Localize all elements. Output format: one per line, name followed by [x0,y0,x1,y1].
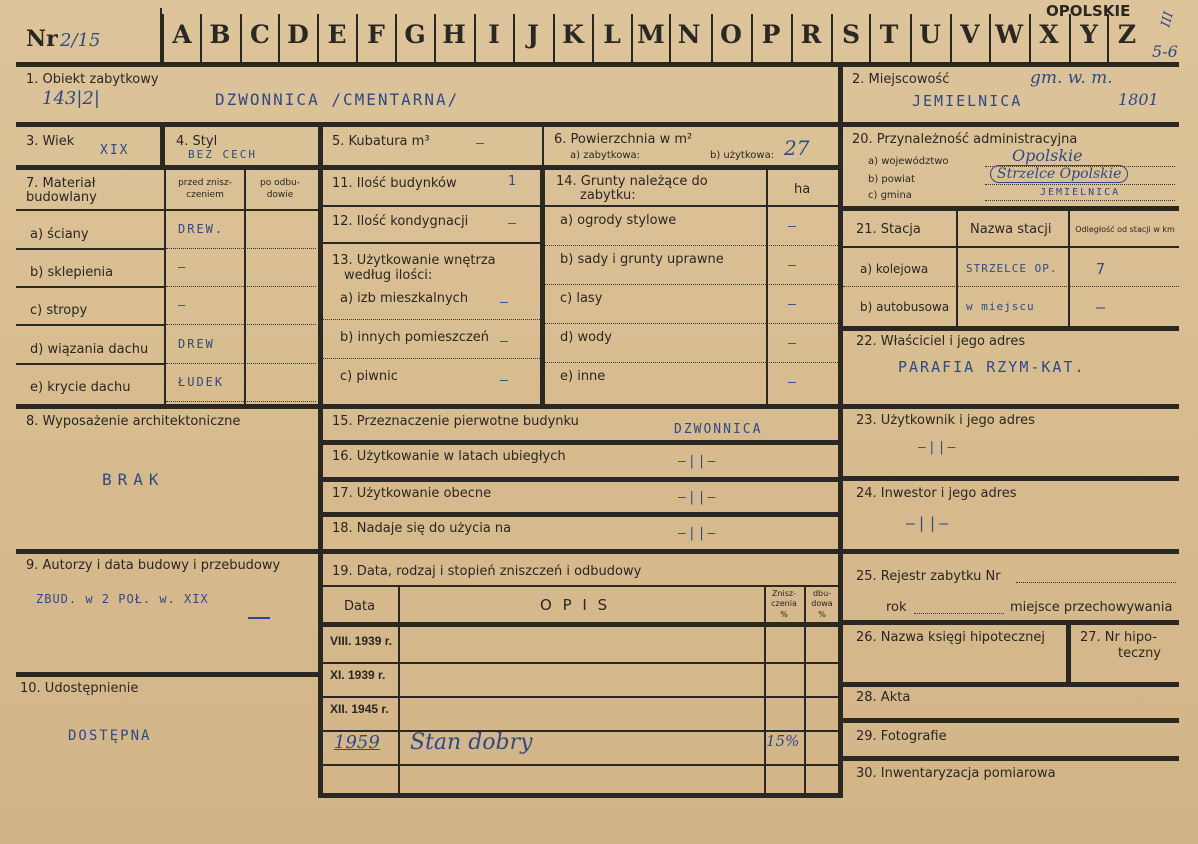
f3-label: 3. Wiek [26,134,75,149]
f21-col-name: Nazwa stacji [970,222,1052,237]
index-letter-Z: Z [1117,20,1137,49]
f4-label: 4. Styl [176,134,218,149]
f19-row-date: XI. 1939 r. [330,668,386,682]
rule-line [631,14,633,62]
f2-label: 2. Miejscowość [852,72,950,87]
rule-line [545,245,838,246]
rule-line [751,14,753,62]
f13-row-value: — [500,334,510,349]
index-letter-P: P [761,20,781,49]
f2-value: JEMIELNICA [912,92,1023,110]
f15-value: DZWONNICA [674,422,763,437]
side-roman: III [1158,10,1177,29]
rule-line [950,14,952,62]
f11-value: 1 [508,174,518,189]
rule-line [869,14,871,62]
rule-line [16,363,166,365]
index-letter-U: U [919,20,941,49]
rule-line [323,319,540,320]
f14-unit: ha [794,182,811,197]
rule-line [323,358,540,359]
f14-label-1: 14. Grunty należące do [556,174,708,189]
f5-label: 5. Kubatura m³ [332,134,430,149]
f7-row-label: a) ściany [30,227,89,242]
f19-row-date: 1959 [334,732,380,753]
f16-value: —||— [678,454,718,469]
rule-line [434,14,436,62]
nr-value: 2/15 [60,30,101,51]
f27-label-1: 27. Nr hipo- [1080,630,1157,645]
rule-line [200,14,202,62]
f7-row-before: — [178,260,188,274]
f9-label: 9. Autorzy i data budowy i przebudowy [26,558,281,573]
f7-row-before: DREW. [178,222,225,236]
f12-label: 12. Ilość kondygnacji [332,214,469,229]
rule-line [395,14,397,62]
f20-b-label: b) powiat [868,174,915,185]
f6-label: 6. Powierzchnia w m² [554,132,693,147]
index-letter-T: T [879,20,899,49]
rule-line [323,764,838,766]
f10-label: 10. Udostępnienie [20,681,139,696]
f14-row-value: — [788,258,798,273]
f25-miejsce: miejsce przechowywania [1010,600,1173,615]
f7-row-before: ŁUDEK [178,375,225,389]
rule-line [989,14,991,62]
f29-label: 29. Fotografie [856,729,947,744]
index-letter-F: F [367,20,385,49]
f28-label: 28. Akta [856,690,911,705]
rule-line [592,14,594,62]
index-letter-A: A [172,20,192,49]
stamp: OPOLSKIE [1046,2,1131,20]
f19-col-znisz-1: Znisz- [771,589,797,598]
f7-row-label: b) sklepienia [30,265,114,280]
f7-label-2: budowlany [26,190,97,205]
rule-line [323,696,838,698]
f2-code: 1801 [1118,90,1159,109]
f19-label: 19. Data, rodzaj i stopień zniszczeń i odbudowy [332,564,642,579]
f6-b: b) użytkowa: [710,150,775,161]
f13-row-value: — [500,295,510,310]
f30-label: 30. Inwentaryzacja pomiarowa [856,766,1056,781]
f18-value: —||— [678,526,718,541]
f9-value: ZBUD. w 2 POŁ. w. XIX [36,592,209,606]
f15-label: 15. Przeznaczenie pierwotne budynku [332,414,579,429]
f20-a-label: a) województwo [868,156,949,167]
rule-line [166,286,316,287]
index-letter-E: E [327,20,347,49]
f19-col-znisz-2: czenia [771,599,797,608]
f22-label: 22. Właściciel i jego adres [856,334,1026,349]
f11-label: 11. Ilość budynków [332,176,457,191]
rule-line [545,284,838,285]
f10-value: DOSTĘPNA [68,728,152,744]
rule-line [166,363,316,364]
f26-label: 26. Nazwa księgi hipotecznej [856,630,1045,645]
index-letter-B: B [209,20,231,49]
f3-value: XIX [100,143,130,158]
f21-row-distance: — [1096,298,1108,316]
rule-line [166,401,316,402]
rule-line [711,14,713,62]
f14-row-value: — [788,336,798,351]
rule-line [1069,14,1071,62]
f17-label: 17. Użytkowanie obecne [332,486,492,501]
f23-value: —||— [918,440,958,455]
f7-row-before: DREW [178,337,215,351]
f19-row-opis: Stan dobry [410,730,533,755]
f20-label: 20. Przynależność administracyjna [852,132,1078,147]
f7-col-after-1: po odbu- [260,178,300,188]
index-letter-S: S [841,20,861,49]
rule-line [162,14,164,62]
index-letter-D: D [287,20,309,49]
rule-line [1107,14,1109,62]
f6-b-value: 27 [784,136,810,160]
rule-line [166,248,316,249]
index-letter-K: K [562,20,584,49]
f25-rok: rok [886,600,907,615]
f20-c-value: JEMIELNICA [1040,187,1121,198]
f16-label: 16. Użytkowanie w latach ubiegłych [332,449,566,464]
f20-c-label: c) gmina [868,190,912,201]
f4-value: BEZ CECH [188,148,257,161]
rule-line [1029,14,1031,62]
nr-label: Nr [26,26,58,52]
f27-label-2: teczny [1118,646,1161,661]
f12-value: — [508,216,518,231]
index-letter-H: H [442,20,466,49]
f25-label: 25. Rejestr zabytku Nr [856,569,1001,584]
f21-row-name: STRZELCE OP. [966,262,1058,275]
f5-value: — [476,136,486,151]
index-letter-Y: Y [1080,20,1098,49]
f19-col-odbu-1: dbu- [812,589,832,598]
f14-row-label: a) ogrody stylowe [560,213,677,228]
f7-col-before-2: czeniem [186,190,224,200]
f19-row-date: XII. 1945 r. [330,702,389,716]
f24-value: —||— [906,514,951,532]
f21-row-name: w miejscu [966,300,1035,313]
f7-row-before: — [178,298,188,312]
rule-line [240,14,242,62]
index-letter-J: J [527,20,539,49]
f18-label: 18. Nadaje się do użycia na [332,521,512,536]
f8-value: BRAK [102,470,165,489]
rule-line [317,14,319,62]
f14-row-value: — [788,297,798,312]
index-letter-G: G [404,20,426,49]
index-letter-O: O [720,20,742,49]
f21-row-label: a) kolejowa [860,262,929,276]
f19-col-odbu-3: % [818,610,826,619]
rule-line [545,362,838,363]
f13-row-label: c) piwnic [340,369,398,384]
rule-line [843,286,1179,287]
index-letter-C: C [250,20,270,49]
rule-line [791,14,793,62]
f7-col-after-2: dowie [266,190,294,200]
f14-row-label: c) lasy [560,291,603,306]
f7-row-label: c) stropy [30,303,88,318]
f13-label-1: 13. Użytkowanie wnętrza [332,253,496,268]
rule-line [831,14,833,62]
index-letter-V: V [960,20,980,49]
rule-line [166,324,316,325]
f19-col-date: Data [344,599,376,614]
f14-row-label: b) sady i grunty uprawne [560,252,724,267]
f14-row-label: e) inne [560,369,606,384]
rule-line [356,14,358,62]
f1-number: 143|2| [42,88,100,109]
f19-row-date: VIII. 1939 r. [330,634,393,648]
f1-value: DZWONNICA /CMENTARNA/ [215,90,460,109]
rule-line [16,324,166,326]
f7-col-before-1: przed znisz- [178,178,232,188]
f20-a-value: Opolskie [1012,146,1083,165]
f14-row-label: d) wody [560,330,612,345]
index-letter-N: N [677,20,701,49]
f17-value: —||— [678,490,718,505]
f13-label-2: według ilości: [344,268,433,283]
rule-line [474,14,476,62]
f7-row-label: e) krycie dachu [30,380,131,395]
f7-row-label: d) wiązania dachu [30,342,149,357]
f2-gm: gm. w. m. [1030,68,1113,88]
f14-label-2: zabytku: [580,188,636,203]
rule-line [278,14,280,62]
f7-label-1: 7. Materiał [26,176,96,191]
index-letter-M: M [637,20,665,49]
f23-label: 23. Użytkownik i jego adres [856,413,1035,428]
rule-line [553,14,555,62]
f19-col-odbu-2: dowa [811,599,833,608]
f14-row-value: — [788,219,798,234]
f21-row-distance: 7 [1096,260,1108,278]
f21-col-distance: Odległość od stacji w km [1075,225,1175,234]
f6-a: a) zabytkowa: [570,150,640,161]
rule-line [323,662,838,664]
rule-line [545,323,838,324]
f19-col-opis: O P I S [540,596,611,614]
f1-label: 1. Obiekt zabytkowy [26,72,159,87]
index-letter-R: R [800,20,822,49]
f14-row-value: — [788,375,798,390]
f13-row-value: — [500,373,510,388]
rule-line [513,14,515,62]
f20-b-value: Strzelce Opolskie [990,165,1128,183]
f13-row-label: a) izb mieszkalnych [340,291,469,306]
rule-line [323,730,838,732]
side-number: 5-6 [1152,42,1178,61]
rule-line [910,14,912,62]
index-letter-X: X [1039,20,1059,49]
f22-value: PARAFIA RZYM-KAT. [898,358,1086,376]
f24-label: 24. Inwestor i jego adres [856,486,1017,501]
f8-label: 8. Wyposażenie architektoniczne [26,414,241,429]
f19-col-znisz-3: % [780,610,788,619]
index-letter-I: I [488,20,500,49]
index-letter-L: L [603,20,621,49]
rule-line [669,14,671,62]
f19-row-pct: 15% [766,732,800,750]
rule-line [16,286,166,288]
f21-row-label: b) autobusowa [860,300,950,314]
rule-line [16,248,166,250]
index-letter-W: W [994,20,1024,49]
f21-label: 21. Stacja [856,222,921,237]
f13-row-label: b) innych pomieszczeń [340,330,490,345]
